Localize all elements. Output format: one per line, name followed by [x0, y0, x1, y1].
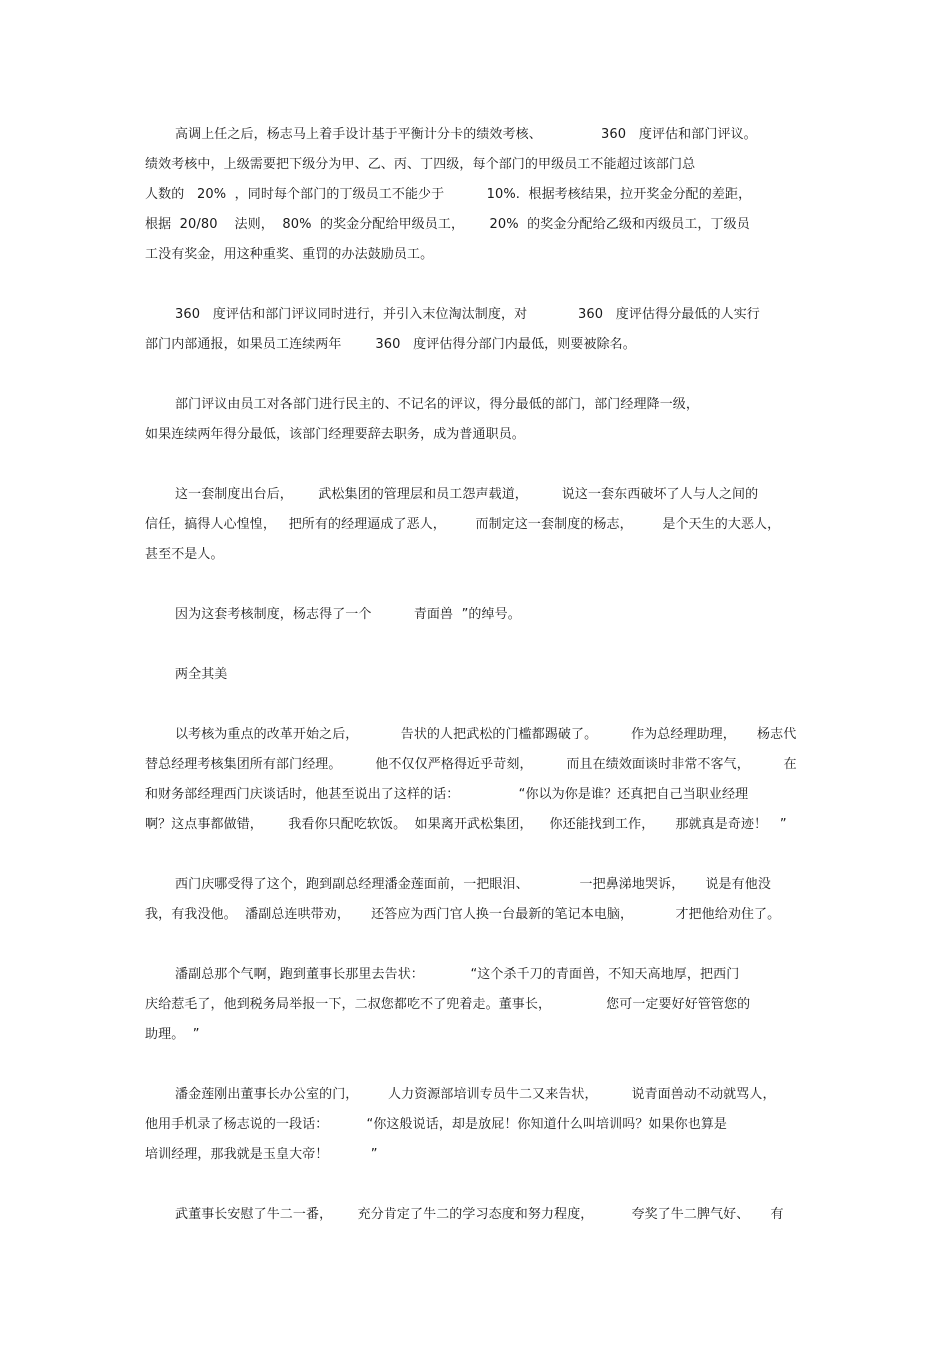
paragraph-line: 培训经理，那我就是玉皇大帝！ ”: [145, 1147, 378, 1162]
paragraph-line: 他用手机录了杨志说的一段话： “你这般说话，却是放屁！你知道什么叫培训吗？如果你也算是: [145, 1117, 728, 1132]
paragraph-line: 以考核为重点的改革开始之后， 告状的人把武松的门槛都踢破了。 作为总经理助理， 杨志代: [175, 727, 797, 742]
paragraph-line: 潘副总那个气啊，跑到董事长那里去告状： “这个杀千刀的青面兽，不知天高地厚，把西门: [175, 967, 740, 982]
paragraph-line: 部门评议由员工对各部门进行民主的、不记名的评议，得分最低的部门，部门经理降一级，: [175, 397, 700, 412]
paragraph-line: 庆给惹毛了，他到税务局举报一下，二叔您都吃不了兜着走。董事长， 您可一定要好好管管您的: [145, 997, 751, 1012]
paragraph-line: 部门内部通报，如果员工连续两年 360 度评估得分部门内最低，则要被除名。: [145, 337, 636, 352]
paragraph-line: 工没有奖金，用这种重奖、重罚的办法鼓励员工。: [145, 247, 434, 262]
paragraph-line: 如果连续两年得分最低，该部门经理要辞去职务，成为普通职员。: [145, 427, 525, 442]
paragraph-line: 武董事长安慰了牛二一番， 充分肯定了牛二的学习态度和努力程度， 夸奖了牛二脾气好、 有: [175, 1207, 784, 1222]
paragraph-line: 啊？这点事都做错， 我看你只配吃软饭。 如果离开武松集团， 你还能找到工作， 那就真是奇迹！ ”: [145, 817, 787, 832]
paragraph-line: 信任，搞得人心惶惶， 把所有的经理逼成了恶人， 而制定这一套制度的杨志， 是个天生的大恶人，: [145, 517, 781, 532]
paragraph-line: 甚至不是人。: [145, 547, 224, 562]
paragraph-line: 360 度评估和部门评议同时进行，并引入末位淘汰制度，对 360 度评估得分最低的人实行: [175, 307, 760, 322]
paragraph-line: 人数的 20% ，同时每个部门的丁级员工不能少于 10%. 根据考核结果，拉开奖金分配的差距，: [145, 187, 752, 202]
paragraph-line: 和财务部经理西门庆谈话时，他甚至说出了这样的话： “你以为你是谁？还真把自己当职业经理: [145, 787, 749, 802]
paragraph-line: 潘金莲刚出董事长办公室的门， 人力资源部培训专员牛二又来告状， 说青面兽动不动就骂人，: [175, 1087, 776, 1102]
paragraph-line: 助理。 ”: [145, 1027, 200, 1042]
section-heading: 两全其美: [175, 667, 228, 682]
paragraph-line: 西门庆哪受得了这个，跑到副总经理潘金莲面前，一把眼泪、 一把鼻涕地哭诉， 说是有他没: [175, 877, 771, 892]
paragraph-line: 我，有我没他。 潘副总连哄带劝， 还答应为西门官人换一台最新的笔记本电脑， 才把他给劝住了。: [145, 907, 781, 922]
paragraph-line: 高调上任之后，杨志马上着手设计基于平衡计分卡的绩效考核、 360 度评估和部门评议。: [175, 127, 757, 142]
paragraph-line: 绩效考核中，上级需要把下级分为甲、乙、丙、丁四级，每个部门的甲级员工不能超过该部门总: [145, 157, 696, 172]
paragraph-line: 替总经理考核集团所有部门经理。 他不仅仅严格得近乎苛刻， 而且在绩效面谈时非常不客气， 在: [145, 757, 797, 772]
paragraph-line: 根据 20/80 法则， 80% 的奖金分配给甲级员工， 20% 的奖金分配给乙级和丙级员工，丁级员: [145, 217, 750, 232]
paragraph-line: 因为这套考核制度，杨志得了一个 青面兽 ”的绰号。: [175, 607, 521, 622]
paragraph-line: 这一套制度出台后， 武松集团的管理层和员工怨声载道， 说这一套东西破坏了人与人之间的: [175, 487, 759, 502]
